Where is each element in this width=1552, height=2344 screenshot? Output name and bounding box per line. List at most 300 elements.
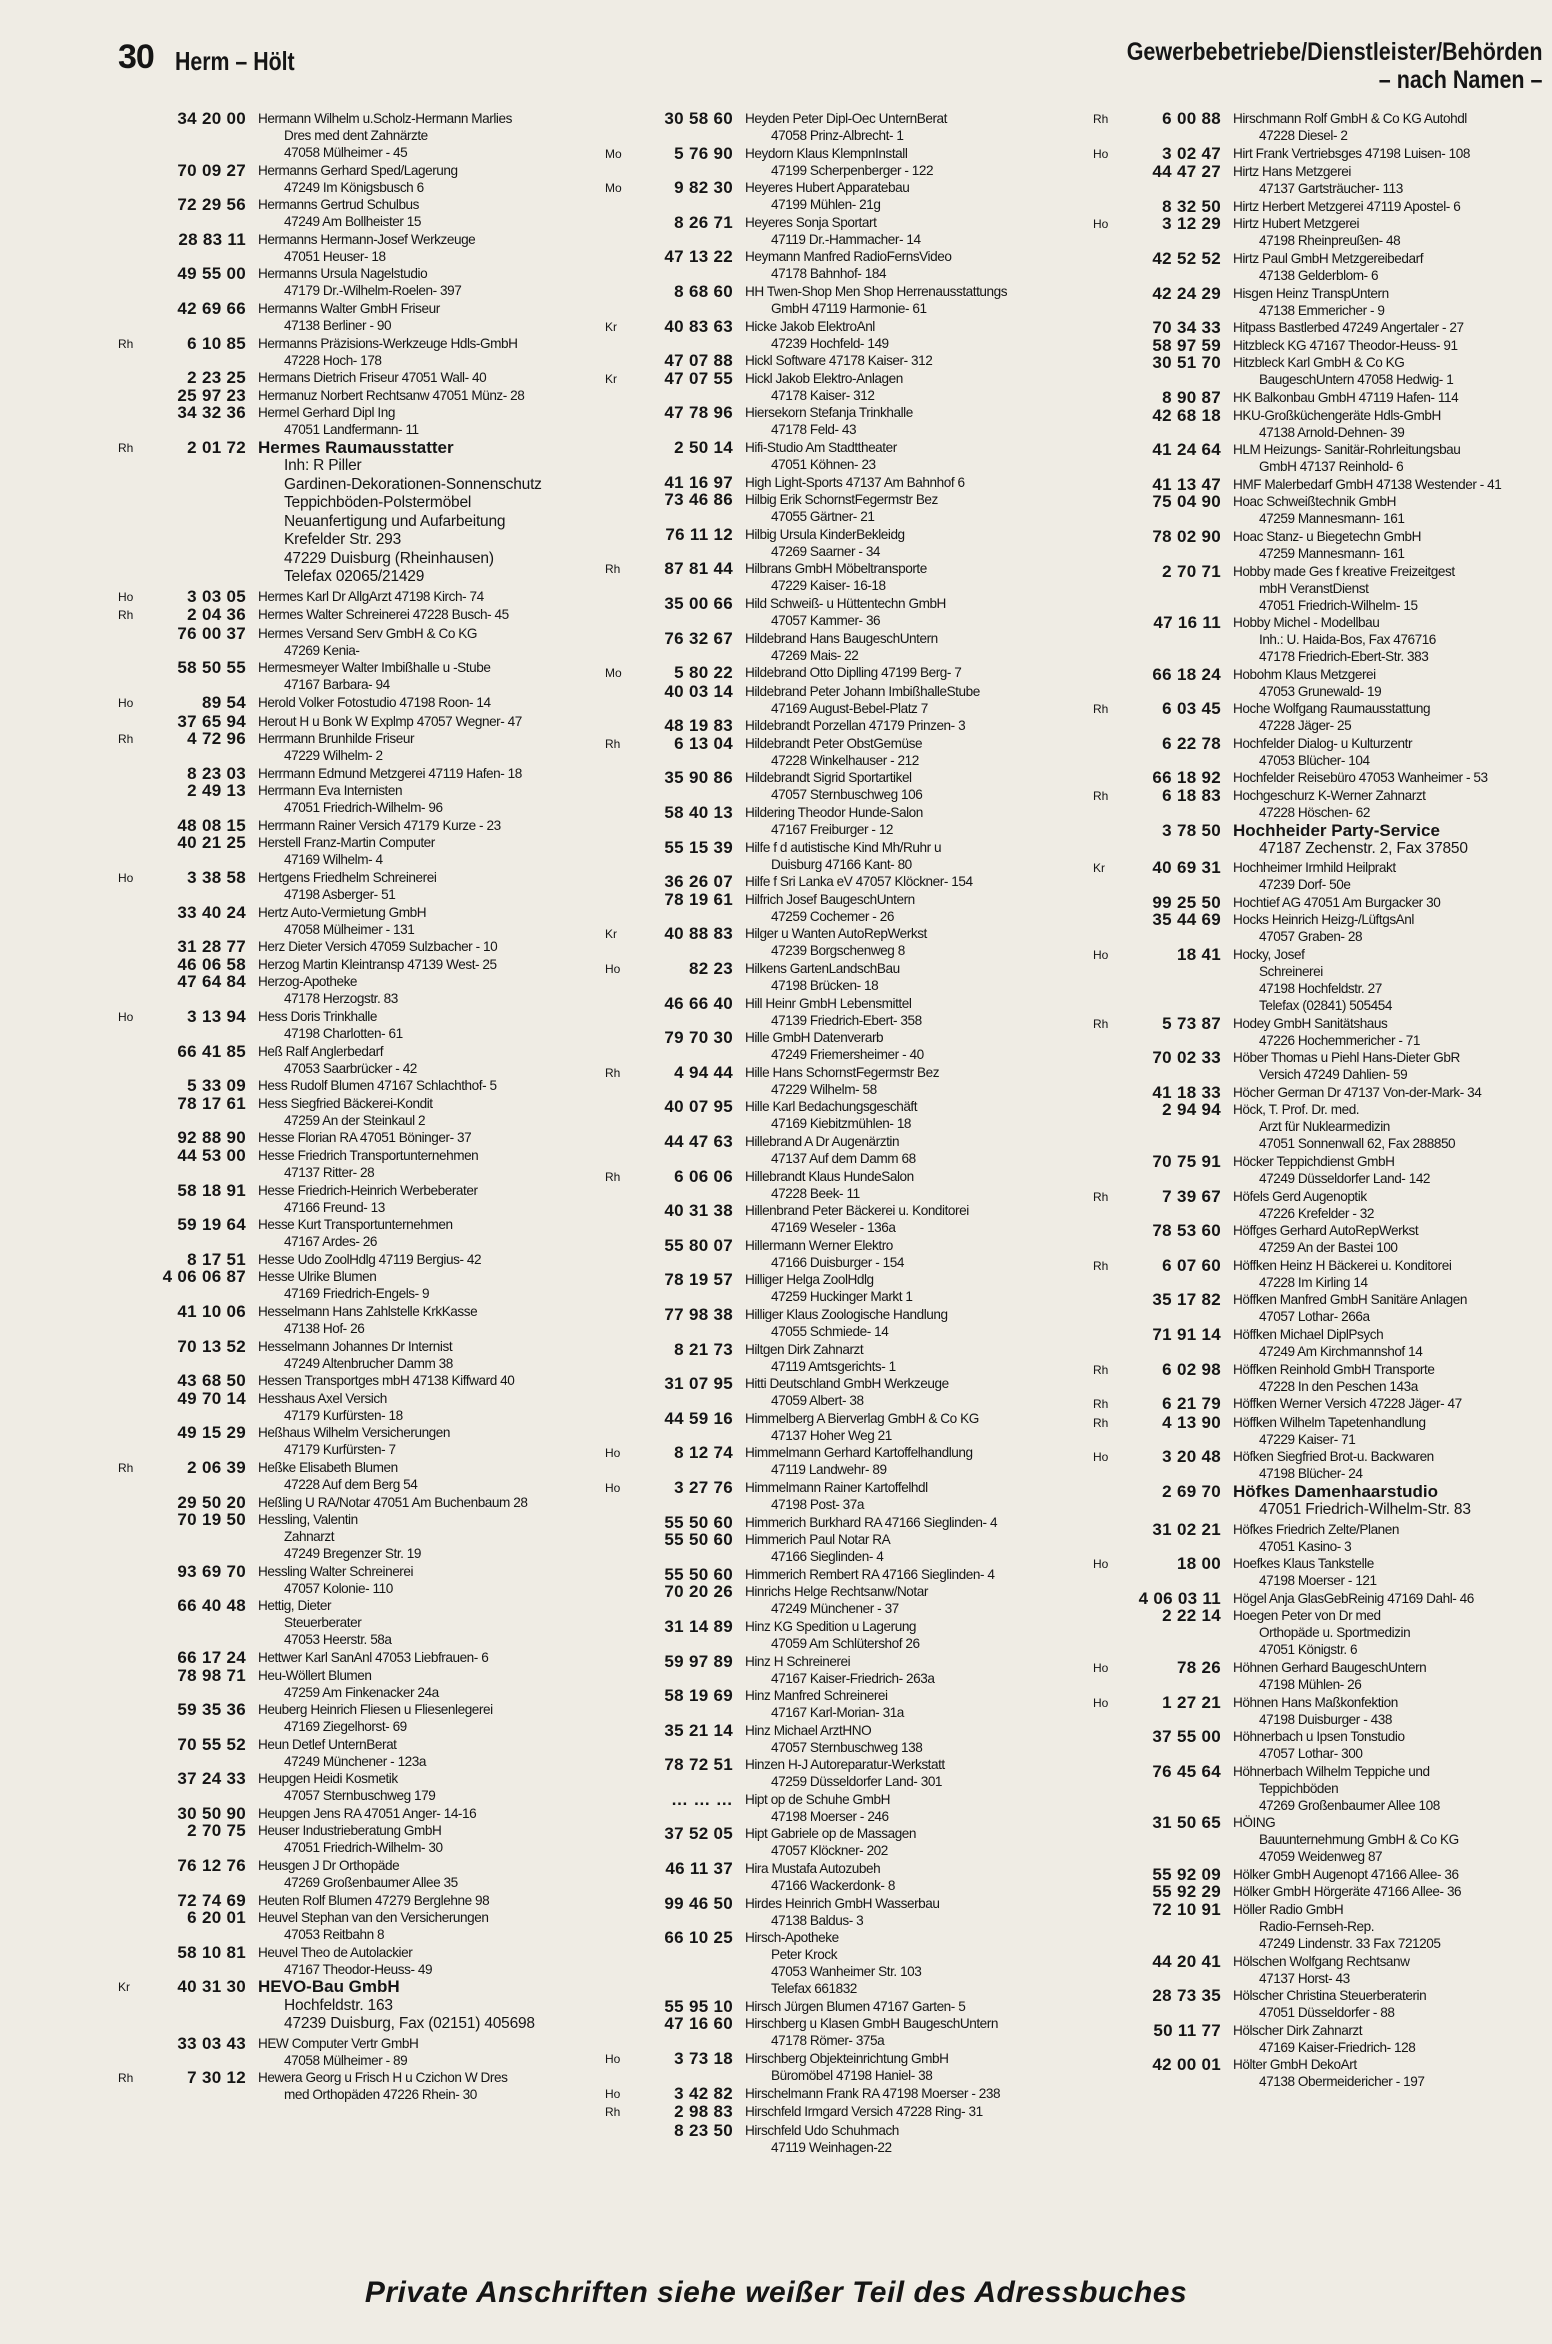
district-code: Rh (118, 440, 134, 455)
phone-number: 66 18 24 (1152, 664, 1221, 684)
directory-entry (1093, 1987, 1548, 2021)
entry-name: Herzog Martin Kleintransp 47139 West- 25 (258, 956, 497, 972)
phone-number: 55 92 09 (1152, 1864, 1221, 1884)
entry-text (745, 1895, 1095, 1929)
phone-number: 3 38 58 (187, 868, 246, 888)
page-number: 30 (118, 38, 154, 76)
entry-text (745, 1064, 1095, 1098)
directory-entry (1093, 1521, 1548, 1555)
directory-entry (605, 1410, 1095, 1444)
phone-number: 55 50 60 (664, 1530, 733, 1550)
entry-detail: 47199 Scherpenberger - 122 (771, 162, 934, 178)
phone-number: 28 73 35 (1152, 1986, 1221, 2006)
entry-text (745, 1998, 1095, 2015)
district-code: Rh (1093, 789, 1109, 804)
entry-name: Höfken Siegfried Brot-u. Backwaren (1233, 1449, 1434, 1465)
district-code (605, 1687, 633, 1688)
entry-text (1233, 666, 1548, 700)
district-code (1093, 1728, 1121, 1729)
entry-name: Heyeres Hubert Apparatebau (745, 180, 910, 196)
entry-text (258, 1077, 608, 1094)
entry-detail: 47119 Landwehr- 89 (771, 1462, 887, 1478)
directory-entry (605, 683, 1095, 717)
phone-number: 3 12 29 (1162, 214, 1221, 234)
phone-number: 41 18 33 (1152, 1082, 1221, 1102)
entry-detail: 47137 Hoher Weg 21 (771, 1427, 892, 1443)
entry-detail: 47055 Gärtner- 21 (771, 509, 875, 525)
district-code (1093, 198, 1121, 199)
phone-number: 55 50 60 (664, 1564, 733, 1584)
district-code: Ho (605, 2052, 621, 2067)
entry-text (1233, 1448, 1548, 1482)
directory-entry (1093, 441, 1548, 475)
phone-number: 6 03 45 (1162, 699, 1221, 719)
directory-entry (118, 694, 608, 712)
entry-text (258, 1095, 608, 1129)
district-code: Mo (605, 146, 622, 161)
district-code: Ho (118, 589, 134, 604)
directory-entry (118, 162, 608, 196)
entry-name: Hiltgen Dirk Zahnarzt (745, 1341, 864, 1357)
entry-name: Hesse Friedrich-Heinrich Werbeberater (258, 1182, 478, 1198)
phone-number: 72 29 56 (177, 195, 246, 215)
entry-text (1233, 1607, 1548, 1658)
entry-name: Hilliger Klaus Zoologische Handlung (745, 1306, 948, 1322)
entry-detail: Radio-Fernseh-Rep. (1259, 1919, 1375, 1935)
phone-number: 76 32 67 (664, 628, 733, 648)
entry-text (258, 1649, 608, 1666)
phone-number: 99 25 50 (1152, 892, 1221, 912)
phone-number: 99 46 50 (664, 1893, 733, 1913)
directory-entry (605, 1687, 1095, 1721)
directory-entry (605, 491, 1095, 525)
entry-name: Hirdes Heinrich GmbH Wasserbau (745, 1895, 940, 1911)
district-code (605, 1895, 633, 1896)
entry-name: Hermans Dietrich Friseur 47051 Wall- 40 (258, 370, 487, 386)
entry-name: Höffken Werner Versich 47228 Jäger- 47 (1233, 1396, 1462, 1412)
phone-number: 40 31 38 (664, 1201, 733, 1221)
entry-name: Hochheimer Irmhild Heilprakt (1233, 860, 1396, 876)
entry-text (258, 1701, 608, 1735)
entry-text (745, 352, 1095, 369)
entry-text (1233, 1483, 1548, 1520)
phone-number: 4 94 44 (674, 1062, 733, 1082)
entry-detail: 47059 Albert- 38 (771, 1393, 864, 1409)
directory-entry (1093, 1483, 1548, 1520)
phone-number: 66 17 24 (177, 1647, 246, 1667)
entry-name: Hilkens GartenLandschBau (745, 961, 900, 977)
directory-entry (1093, 1291, 1548, 1325)
entry-detail: 47198 Asberger- 51 (284, 887, 396, 903)
entry-detail: Duisburg 47166 Kant- 80 (771, 856, 912, 872)
entry-text (745, 526, 1095, 560)
directory-entry (118, 404, 608, 438)
phone-number: 66 41 85 (177, 1041, 246, 1061)
entry-text (258, 439, 608, 587)
entry-detail: 47249 Am Kirchmannshof 14 (1259, 1343, 1423, 1359)
phone-number: 76 12 76 (177, 1856, 246, 1876)
entry-text (258, 387, 608, 404)
district-code (605, 1531, 633, 1532)
district-code: Ho (605, 2086, 621, 2101)
entry-name: Hildering Theodor Hunde-Salon (745, 805, 923, 821)
district-code (118, 1701, 146, 1702)
entry-name: Hilger u Wanten AutoRepWerkst (745, 926, 927, 942)
phone-number: 58 40 13 (664, 803, 733, 823)
entry-detail: 47167 Kaiser-Friedrich- 263a (771, 1670, 935, 1686)
entry-name: Hirtz Paul GmbH Metzgereibedarf (1233, 250, 1424, 266)
phone-number: 5 80 22 (674, 663, 733, 683)
entry-name: Heßhaus Wilhelm Versicherungen (258, 1425, 451, 1441)
entry-name: Hisgen Heinz TranspUntern (1233, 285, 1389, 301)
entry-text (745, 2015, 1095, 2049)
entry-name: Hilfe f Sri Lanka eV 47057 Klöckner- 154 (745, 874, 973, 890)
entry-name: Hermanns Gerhard Sped/Lagerung (258, 162, 458, 178)
phone-number: 71 91 14 (1152, 1324, 1221, 1344)
entry-text (258, 1216, 608, 1250)
entry-name: HK Balkonbau GmbH 47119 Hafen- 114 (1233, 389, 1459, 405)
entry-detail: 47169 Kiebitzmühlen- 18 (771, 1116, 912, 1132)
entry-name: Hildebrand Hans BaugeschUntern (745, 630, 938, 646)
entry-name: Heuvel Stephan van den Versicherungen (258, 1910, 489, 1926)
entry-detail: 47198 Hochfeldstr. 27 (1259, 981, 1382, 997)
district-code (605, 1514, 633, 1515)
entry-text (745, 1133, 1095, 1167)
phone-number: 8 26 71 (674, 212, 733, 232)
directory-entry (118, 730, 608, 764)
entry-name: Hickl Software 47178 Kaiser- 312 (745, 353, 933, 369)
entry-text (745, 595, 1095, 629)
entry-text (745, 960, 1095, 994)
entry-name: Hinrichs Helge Rechtsanw/Notar (745, 1584, 928, 1600)
district-code (118, 1182, 146, 1183)
entry-name: Hölschen Wolfgang Rechtsanw (1233, 1953, 1410, 1969)
directory-entry (1093, 407, 1548, 441)
entry-name: Himmelmann Rainer Kartoffelhdl (745, 1479, 928, 1495)
district-code: Ho (118, 1010, 134, 1025)
entry-detail: 47051 Düsseldorfer - 88 (1259, 2005, 1395, 2021)
entry-detail: 47057 Sternbuschweg 138 (771, 1739, 923, 1755)
entry-name: Hildebrandt Peter ObstGemüse (745, 735, 923, 751)
district-code (118, 1077, 146, 1078)
entry-detail: 47167 Ardes- 26 (284, 1234, 378, 1250)
district-code (605, 1375, 633, 1376)
entry-detail: Teppichböden (1259, 1780, 1339, 1796)
phone-number: 3 73 18 (674, 2049, 733, 2069)
entry-name: Herstell Franz-Martin Computer (258, 835, 435, 851)
entry-detail: 47228 Jäger- 25 (1259, 718, 1352, 734)
phone-number: 28 83 11 (178, 229, 246, 249)
directory-entry (118, 1043, 608, 1077)
directory-entry (605, 1444, 1095, 1478)
phone-number: 58 19 69 (664, 1686, 733, 1706)
phone-number: 6 18 83 (1162, 786, 1221, 806)
district-code (1093, 407, 1121, 408)
directory-entry (605, 1341, 1095, 1375)
entry-text (258, 1857, 608, 1891)
directory-entry (605, 248, 1095, 282)
directory-entry (1093, 285, 1548, 319)
phone-number: 76 45 64 (1152, 1761, 1221, 1781)
entry-detail: Inh: R Piller (284, 457, 362, 475)
entry-detail: 47269 Großenbaumer Allee 108 (1259, 1797, 1440, 1813)
entry-name: Herrmann Brunhilde Friseur (258, 731, 415, 747)
directory-entry (1093, 735, 1548, 769)
directory-entry (605, 873, 1095, 890)
entry-name: Heusgen J Dr Orthopäde (258, 1858, 400, 1874)
directory-entry (118, 1424, 608, 1458)
phone-number: 50 11 77 (1153, 2020, 1221, 2040)
directory-entry (1093, 911, 1548, 945)
phone-number: 35 17 82 (1152, 1290, 1221, 1310)
directory-entry (605, 1098, 1095, 1132)
directory-entry (1093, 1101, 1548, 1152)
entry-name: Herold Volker Fotostudio 47198 Roon- 14 (258, 694, 491, 710)
entry-detail: 47269 Mais- 22 (771, 647, 859, 663)
entry-name: Höck, T. Prof. Dr. med. (1233, 1102, 1360, 1118)
district-code (605, 1566, 633, 1567)
entry-detail: 47051 Sonnenwall 62, Fax 288850 (1259, 1136, 1456, 1152)
entry-detail: 47166 Freund- 13 (284, 1199, 385, 1215)
entry-detail: 47051 Friedrich-Wilhelm- 96 (284, 800, 443, 816)
district-code (605, 474, 633, 475)
district-code (1093, 1763, 1121, 1764)
phone-number: 47 16 11 (1153, 613, 1221, 633)
directory-entry (1093, 1901, 1548, 1952)
entry-name: Hirschfeld Udo Schuhmach (745, 2122, 899, 2138)
directory-entry (1093, 1257, 1548, 1291)
phone-number: 79 70 30 (664, 1028, 733, 1048)
entry-name: Hesse Udo ZoolHdlg 47119 Bergius- 42 (258, 1251, 482, 1267)
district-code: Kr (1093, 861, 1105, 876)
entry-name: Herrmann Eva Internisten (258, 783, 403, 799)
entry-detail: Teppichböden-Polstermöbel (284, 494, 472, 512)
district-code (118, 1563, 146, 1564)
district-code (118, 162, 146, 163)
entry-text (1233, 614, 1548, 665)
entry-name: Hochgeschurz K-Werner Zahnarzt (1233, 788, 1426, 804)
entry-name: Heß Ralf Anglerbedarf (258, 1043, 384, 1059)
district-code (118, 404, 146, 405)
entry-text (745, 1237, 1095, 1271)
phone-number: 8 12 74 (674, 1443, 733, 1463)
entry-text (258, 110, 608, 161)
district-code (118, 973, 146, 974)
entry-detail: Schreinerei (1259, 964, 1323, 980)
directory-entry (1093, 337, 1548, 354)
entry-detail: 47269 Großenbaumer Allee 35 (284, 1875, 458, 1891)
entry-detail: 47198 Blücher- 24 (1259, 1466, 1363, 1482)
entry-name: Hinz KG Spedition u Lagerung (745, 1618, 917, 1634)
entry-text (1233, 389, 1548, 406)
district-code (1093, 1953, 1121, 1954)
directory-entry (1093, 163, 1548, 197)
entry-name: Hilfe f d autistische Kind Mh/Ruhr u (745, 839, 942, 855)
entry-text (745, 1029, 1095, 1063)
entry-name: Höffken Heinz H Bäckerei u. Konditorei (1233, 1257, 1452, 1273)
entry-text (1233, 493, 1548, 527)
directory-entry (118, 973, 608, 1007)
phone-number: 40 83 63 (664, 316, 733, 336)
entry-text (745, 1791, 1095, 1825)
entry-detail: Orthopäde u. Sportmedizin (1259, 1625, 1411, 1641)
entry-detail: 47249 Im Königsbusch 6 (284, 179, 424, 195)
entry-text (258, 1822, 608, 1856)
phone-number: 48 19 83 (664, 716, 733, 736)
district-code (118, 659, 146, 660)
entry-detail: 47167 Theodor-Heuss- 49 (284, 1961, 433, 1977)
entry-detail: 47269 Saarner - 34 (771, 543, 881, 559)
phone-number: 34 20 00 (177, 110, 246, 128)
directory-entry (605, 1514, 1095, 1531)
phone-number: 44 47 27 (1152, 162, 1221, 182)
phone-number: 31 07 95 (664, 1374, 733, 1394)
district-code (605, 248, 633, 249)
entry-name: Högel Anja GlasGebReinig 47169 Dahl- 46 (1233, 1590, 1474, 1606)
district-code (1093, 337, 1121, 338)
district-code (1093, 1866, 1121, 1867)
entry-detail: Versich 47249 Dahlien- 59 (1259, 1067, 1408, 1083)
entry-detail: 47137 Auf dem Damm 68 (771, 1151, 916, 1166)
entry-detail: Steuerberater (284, 1615, 362, 1631)
directory-entry (118, 588, 608, 606)
directory-entry (1093, 666, 1548, 700)
entry-text (1233, 1866, 1548, 1883)
directory-entry (1093, 1361, 1548, 1395)
directory-entry (1093, 110, 1548, 144)
entry-name: Himmerich Rembert RA 47166 Sieglinden- 4 (745, 1566, 995, 1582)
phone-number: 34 32 36 (177, 403, 246, 423)
directory-entry (1093, 1555, 1548, 1589)
district-code (1093, 1901, 1121, 1902)
district-code: Rh (1093, 1189, 1109, 1204)
district-code (1093, 1101, 1121, 1102)
entry-name: HLM Heizungs- Sanitär-Rohrleitungsbau (1233, 442, 1461, 458)
entry-name: Hochheider Party-Service (1233, 820, 1440, 840)
entry-name: Hessling, Valentin (258, 1512, 358, 1528)
directory-entry (1093, 1590, 1548, 1607)
directory-entry (605, 1306, 1095, 1340)
entry-text (745, 2050, 1095, 2084)
directory-entry (118, 1944, 608, 1978)
directory-entry (605, 283, 1095, 317)
directory-entry (605, 2122, 1095, 2156)
entry-name: Heuberg Heinrich Fliesen u Fliesenlegerei (258, 1702, 493, 1718)
phone-number: 5 76 90 (674, 143, 733, 163)
entry-detail: 47166 Sieglinden- 4 (771, 1549, 884, 1565)
entry-name: Hesshaus Axel Versich (258, 1390, 387, 1406)
entry-name: Hermes Karl Dr AllgArzt 47198 Kirch- 74 (258, 588, 484, 604)
phone-number: 8 90 87 (1162, 387, 1221, 407)
directory-entry (118, 1494, 608, 1511)
district-code: Kr (605, 371, 617, 386)
entry-detail: 47178 Feld- 43 (771, 422, 857, 438)
directory-entry (605, 1479, 1095, 1513)
directory-entry (1093, 198, 1548, 215)
district-code (605, 839, 633, 840)
district-code: Ho (1093, 1557, 1109, 1572)
entry-name: Hermes Raumausstatter (258, 437, 454, 457)
entry-name: Heydorn Klaus KlempnInstall (745, 145, 908, 161)
district-code (605, 1618, 633, 1619)
directory-entry (1093, 145, 1548, 163)
entry-text (1233, 1590, 1548, 1607)
entry-text (745, 1271, 1095, 1305)
entry-detail: 47178 Bahnhof- 184 (771, 266, 887, 282)
district-code (1093, 1084, 1121, 1085)
entry-name: HÖING (1233, 1815, 1276, 1831)
entry-name: Hildebrand Otto Diplling 47199 Berg- 7 (745, 665, 962, 681)
entry-detail: 47239 Hochfeld- 149 (771, 335, 889, 351)
district-code (118, 110, 146, 111)
directory-entry (1093, 1607, 1548, 1658)
district-code (118, 1268, 146, 1269)
entry-text (745, 683, 1095, 717)
directory-entry (118, 817, 608, 834)
entry-detail: 47239 Borgschenweg 8 (771, 943, 905, 959)
entry-name: Hewera Georg u Frisch H u Czichon W Dres (258, 2070, 508, 2086)
entry-text (1233, 1414, 1548, 1448)
district-code (605, 1098, 633, 1099)
entry-text (258, 335, 608, 369)
district-code (1093, 666, 1121, 667)
page-header (0, 0, 1552, 110)
phone-number: 44 53 00 (177, 1146, 246, 1165)
district-code (605, 1722, 633, 1723)
entry-detail: Telefax 661832 (771, 1981, 857, 1997)
entry-detail: 47259 Mannesmann- 161 (1259, 545, 1405, 561)
directory-entry (1093, 769, 1548, 786)
district-code (605, 439, 633, 440)
entry-detail: 47228 Im Kirling 14 (1259, 1274, 1368, 1290)
district-code: Rh (1093, 112, 1109, 126)
entry-name: Hilfrich Josef BaugeschUntern (745, 891, 915, 907)
entry-text (258, 938, 608, 955)
directory-entry (118, 265, 608, 299)
entry-name: Hermanns Gertrud Schulbus (258, 197, 420, 213)
entry-detail: 47178 Römer- 375a (771, 2033, 885, 2049)
directory-entry (1093, 215, 1548, 249)
phone-number: 31 50 65 (1152, 1813, 1221, 1833)
directory-entry (118, 1268, 608, 1302)
entry-detail: 47198 Mühlen- 26 (1259, 1676, 1362, 1692)
phone-number: 77 98 38 (664, 1304, 733, 1324)
directory-entry (1093, 614, 1548, 665)
phone-number: 55 95 10 (664, 1996, 733, 2016)
entry-name: Höffken Wilhelm Tapetenhandlung (1233, 1414, 1426, 1430)
entry-detail: BaugeschUntern 47058 Hedwig- 1 (1259, 372, 1454, 388)
entry-detail: 47178 Friedrich-Ebert-Str. 383 (1259, 649, 1429, 665)
district-code (605, 683, 633, 684)
directory-entry (605, 526, 1095, 560)
entry-text (1233, 769, 1548, 786)
entry-name: Hobohm Klaus Metzgerei (1233, 666, 1376, 682)
directory-entry (118, 1216, 608, 1250)
entry-name: Hipt Gabriele op de Massagen (745, 1826, 917, 1842)
phone-number: 58 50 55 (177, 658, 246, 678)
entry-detail: Dres med dent Zahnärzte (284, 128, 428, 143)
district-code (605, 1825, 633, 1826)
entry-text (258, 782, 608, 816)
district-code (118, 1043, 146, 1044)
directory-entry (605, 1168, 1095, 1202)
district-code: Rh (118, 336, 134, 351)
district-code (118, 1667, 146, 1668)
entry-name: Hesselmann Johannes Dr Internist (258, 1338, 453, 1354)
phone-number: 40 31 30 (177, 1977, 246, 1997)
entry-detail: 47249 Düsseldorfer Land- 142 (1259, 1171, 1431, 1186)
phone-number: 78 17 61 (177, 1093, 246, 1113)
